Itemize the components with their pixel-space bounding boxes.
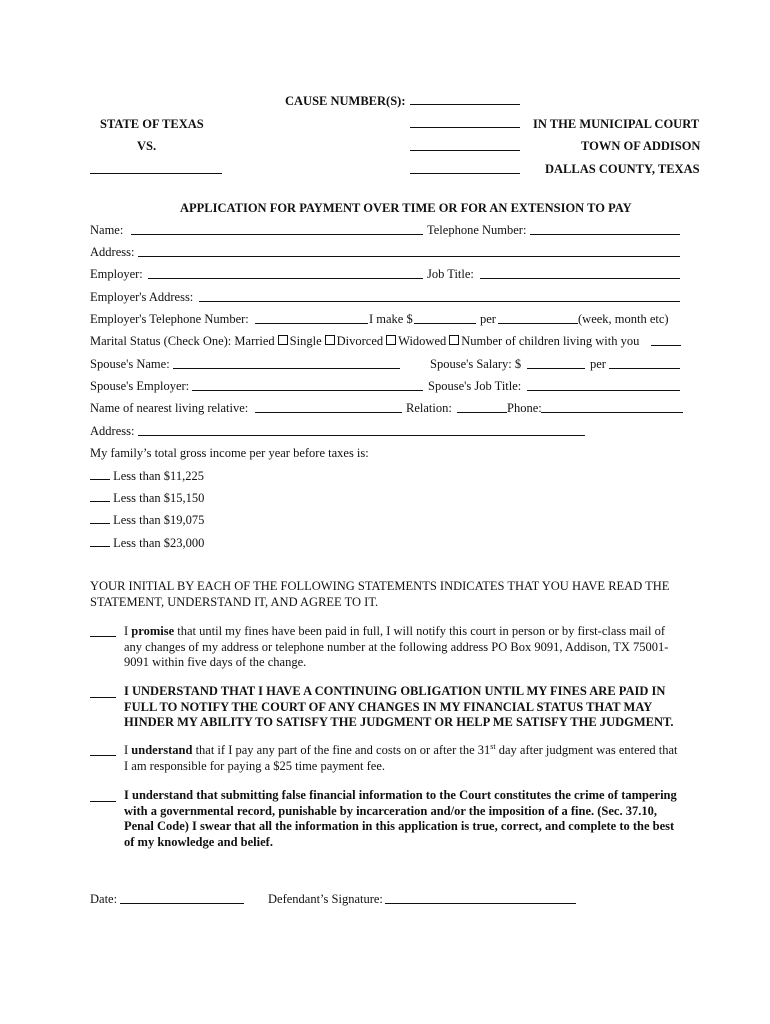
telephone-field[interactable] [530,234,680,235]
employer-address-label: Employer's Address: [90,290,194,304]
job-title-field[interactable] [480,278,680,279]
town-label: TOWN OF ADDISON [581,139,701,153]
income-label: My family’s total gross income per year before taxes is: [90,446,369,460]
spouse-employer-field[interactable] [192,390,423,391]
widowed-checkbox[interactable] [449,335,459,345]
relative-address-label: Address: [90,424,135,438]
i-make-field[interactable] [414,323,476,324]
income-option[interactable] [90,468,204,484]
initial-line-2[interactable] [90,697,116,698]
date-label: Date: [90,892,118,906]
initial-line-3[interactable] [90,755,116,756]
per-field[interactable] [498,323,578,324]
initials-intro: YOUR INITIAL BY EACH OF THE FOLLOWING STATEMENTS INDICATES THAT YOU HAVE READ THE STATEMENT, UNDERSTAND IT, AND AGREE TO IT. [90,579,670,609]
defendant-signature-label: Defendant’s Signature: [268,892,383,906]
income-bracket-label: Less than $19,075 [113,513,205,527]
income-option[interactable] [90,512,204,528]
income-option[interactable] [90,490,204,506]
divorced-label: Divorced [336,334,384,348]
period-label: (week, month etc) [578,312,669,326]
relation-field[interactable] [457,412,507,413]
caption-line-3[interactable] [410,173,520,174]
single-checkbox[interactable] [325,335,335,345]
statement-false-information: I understand that submitting false financial information to the Court constitutes the crime of tampering with a governmental record, punishable by incarceration and/or the imposition of a fine. (Sec. 37.10, Penal Code) I swear that all the information in this application is true, correct, and complete to the best of my knowledge and belief. [124,788,677,849]
address-field[interactable] [138,256,680,257]
single-label: Single [289,334,322,348]
income-bracket-label: Less than $23,000 [113,536,205,550]
per-label: per [480,312,496,326]
phone-label: Phone: [507,401,542,415]
cause-number-line[interactable] [410,104,520,105]
vs-label: VS. [137,139,157,153]
employer-field[interactable] [148,278,423,279]
address-label: Address: [90,245,135,259]
initial-line-1[interactable] [90,636,116,637]
employer-label: Employer: [90,267,143,281]
marital-label: Marital Status (Check One): Married [90,334,275,348]
children-label: Number of children living with you [461,334,640,348]
i-make-label: I make $ [369,312,413,326]
defendant-signature-field[interactable] [385,903,576,904]
spouse-per-label: per [590,357,606,371]
cause-number-label: CAUSE NUMBER(S): [285,94,406,108]
relation-label: Relation: [406,401,452,415]
children-field[interactable] [651,345,681,346]
caption-line-2[interactable] [410,150,520,151]
income-initial-blank[interactable] [90,512,110,524]
income-bracket-label: Less than $11,225 [113,469,204,483]
married-checkbox[interactable] [278,335,288,345]
statement-time-payment-fee: I understand that if I pay any part of the fine and costs on or after the 31st day after judgment was entered that I am responsible for paying a $25 time payment fee. [124,741,678,773]
name-field[interactable] [131,234,423,235]
income-initial-blank[interactable] [90,468,110,480]
income-option[interactable] [90,535,204,551]
income-bracket-label: Less than $15,150 [113,491,205,505]
income-initial-blank[interactable] [90,490,110,502]
job-title-label: Job Title: [427,267,474,281]
relative-label: Name of nearest living relative: [90,401,249,415]
court-label: IN THE MUNICIPAL COURT [533,117,700,131]
spouse-salary-field[interactable] [527,368,585,369]
statement-promise: I promise that until my fines have been paid in full, I will notify this court in person or by first-class mail of any changes of my address or telephone number at the following address PO Box 9091, Addison, TX 75001-9091 within five days of the change. [124,624,669,669]
spouse-salary-label: Spouse's Salary: $ [430,357,522,371]
spouse-employer-label: Spouse's Employer: [90,379,190,393]
spouse-name-label: Spouse's Name: [90,357,170,371]
widowed-label: Widowed [398,334,447,348]
statement-obligation: I UNDERSTAND THAT I HAVE A CONTINUING OBLIGATION UNTIL MY FINES ARE PAID IN FULL TO NOTIFY THE COURT OF ANY CHANGES IN MY FINANCIAL STATUS THAT MAY HINDER MY ABILITY TO SATISFY THE JUDGMENT OR HELP ME SATISFY THE JUDGMENT. [124,684,674,729]
defendant-caption-line[interactable] [90,173,222,174]
state-label: STATE OF TEXAS [100,117,204,131]
county-label: DALLAS COUNTY, TEXAS [545,162,700,176]
form-title: APPLICATION FOR PAYMENT OVER TIME OR FOR AN EXTENSION TO PAY [180,201,632,215]
spouse-job-label: Spouse's Job Title: [428,379,522,393]
phone-field[interactable] [541,412,683,413]
marital-status-row [90,334,639,349]
initial-line-4[interactable] [90,801,116,802]
income-initial-blank[interactable] [90,535,110,547]
relative-address-field[interactable] [138,435,585,436]
date-field[interactable] [120,903,244,904]
spouse-job-field[interactable] [527,390,680,391]
spouse-per-field[interactable] [609,368,680,369]
telephone-label: Telephone Number: [427,223,527,237]
employer-phone-field[interactable] [255,323,368,324]
name-label: Name: [90,223,124,237]
employer-phone-label: Employer's Telephone Number: [90,312,249,326]
divorced-checkbox[interactable] [386,335,396,345]
caption-line-1[interactable] [410,127,520,128]
employer-address-field[interactable] [199,301,680,302]
relative-field[interactable] [255,412,402,413]
spouse-name-field[interactable] [173,368,400,369]
